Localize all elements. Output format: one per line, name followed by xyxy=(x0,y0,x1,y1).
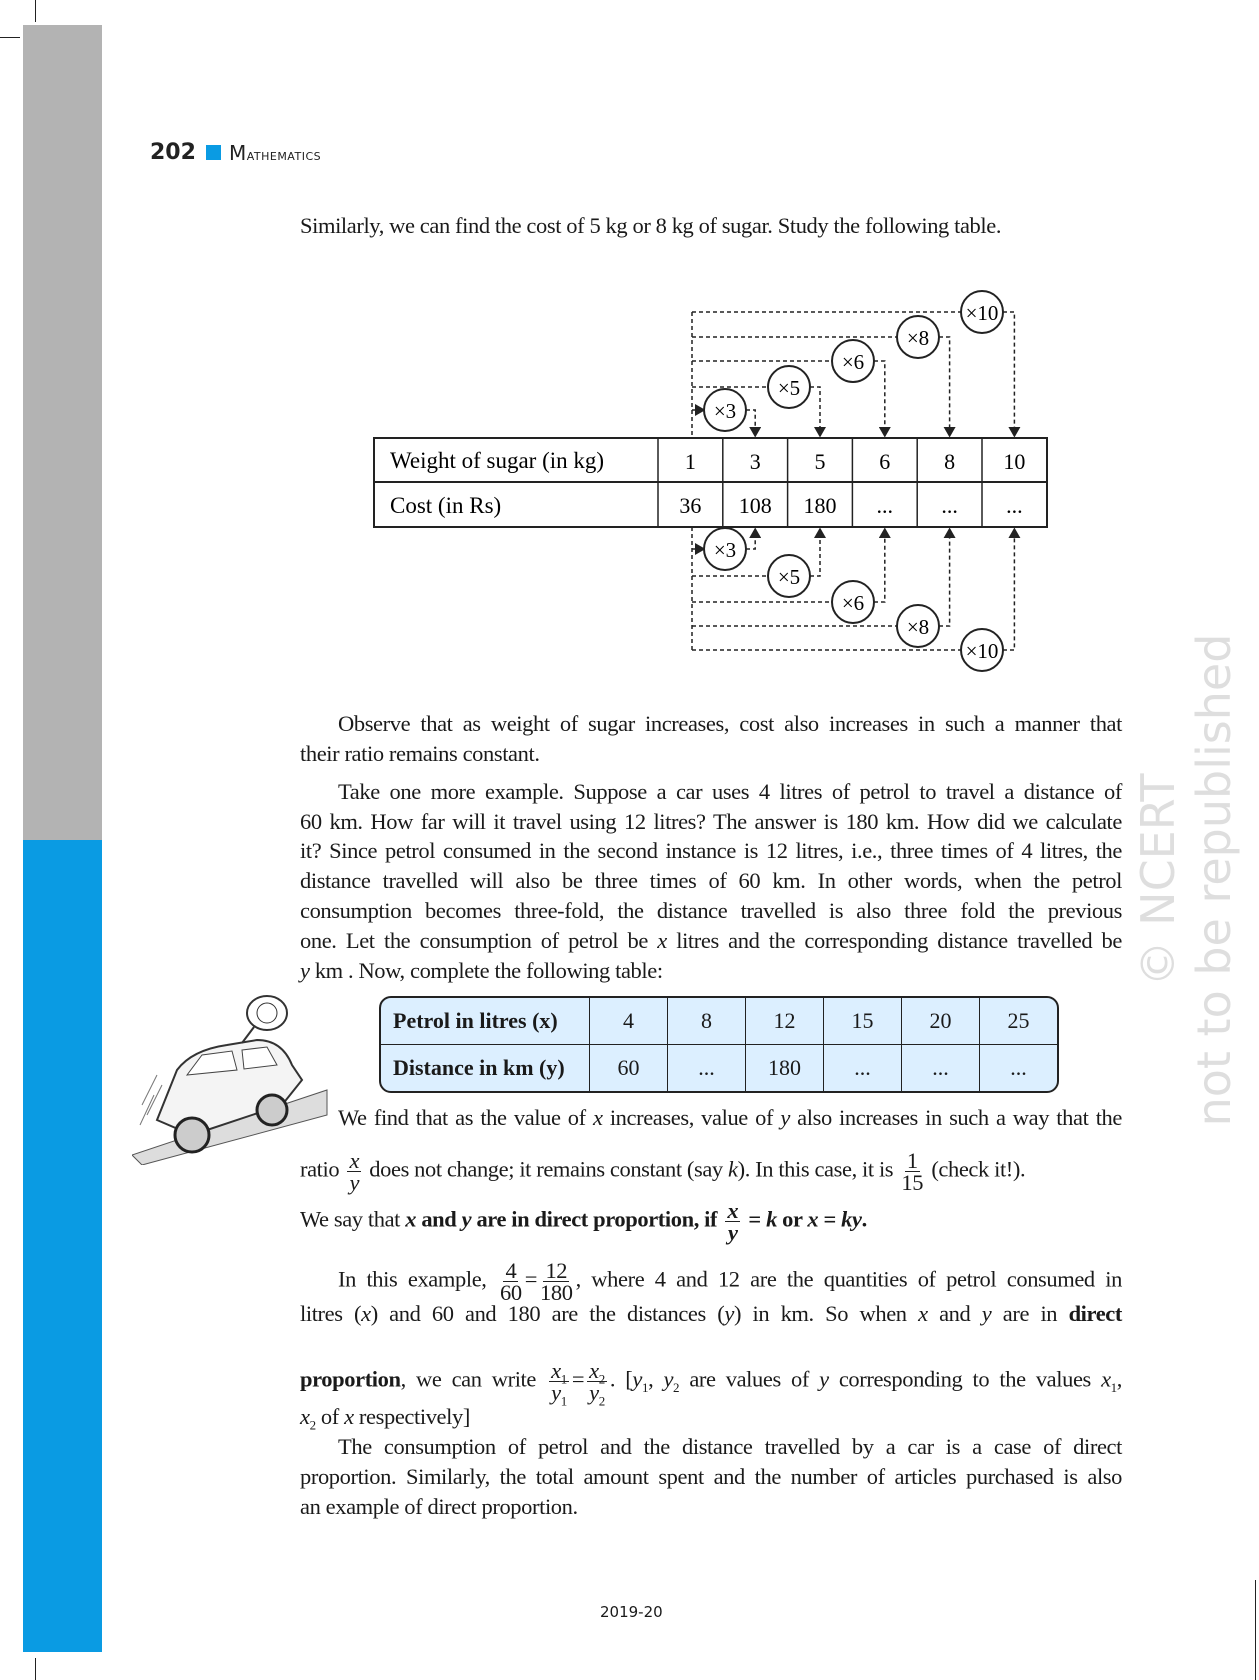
table-cell: 25 xyxy=(980,998,1057,1045)
text-run: y xyxy=(724,1301,734,1326)
text-run: (check it!). xyxy=(926,1156,1026,1182)
numerator xyxy=(725,1200,740,1222)
text-line xyxy=(338,1433,1122,1461)
subscript: 2 xyxy=(673,1380,680,1396)
text-line xyxy=(300,1150,1122,1193)
dashed-arrow xyxy=(746,410,755,436)
table-cell: ... xyxy=(824,1045,902,1091)
book-title: Mathematics xyxy=(228,140,322,165)
sugar-proportion-diagram xyxy=(0,0,1259,700)
dashed-arrow xyxy=(1003,312,1014,436)
fraction xyxy=(549,1358,569,1409)
weight-cell: 8 xyxy=(944,449,956,474)
denominator xyxy=(349,1172,359,1193)
text-line xyxy=(300,1300,1122,1328)
dashed-arrow xyxy=(939,529,950,626)
text-run: , xyxy=(1116,1366,1123,1392)
car-uphill-illustration xyxy=(132,995,332,1165)
weight-cell: 10 xyxy=(1003,449,1026,474)
text-run: y xyxy=(349,1170,360,1195)
text-run: x xyxy=(918,1301,928,1326)
text-run: y xyxy=(727,1220,738,1245)
subscript: 1 xyxy=(560,1393,567,1409)
text-run: Take one more example. Suppose a car uses 4 litres of petrol to travel a distance of xyxy=(338,779,1122,804)
multiplier-label-top: ×8 xyxy=(906,326,930,350)
multiplier-label-bottom: ×10 xyxy=(965,639,999,663)
subscript: 1 xyxy=(560,1371,567,1387)
cost-cell: 108 xyxy=(738,493,772,518)
row-label-distance: Distance in km (y) xyxy=(381,1045,590,1091)
text-line xyxy=(300,1403,1122,1431)
text-line xyxy=(300,808,1122,836)
fraction xyxy=(587,1358,607,1409)
text-line xyxy=(300,957,1122,985)
text-run: consumption becomes three-fold, the distance travelled is also three fold the previous xyxy=(300,898,1122,923)
text-line xyxy=(300,897,1122,925)
table-cell: 8 xyxy=(668,998,746,1045)
text-line xyxy=(300,1493,1122,1521)
denominator xyxy=(901,1172,923,1193)
text-run: x xyxy=(593,1105,603,1130)
text-run: their ratio remains constant. xyxy=(300,741,540,766)
cost-cell: ... xyxy=(1006,493,1023,518)
text-run: x xyxy=(657,928,667,953)
text-run: x xyxy=(807,1206,819,1232)
text-run: = xyxy=(571,1366,585,1392)
text-run: distance travelled will also be three times of 60 km. In other words, when the petrol xyxy=(300,868,1122,893)
text-run: x xyxy=(727,1198,739,1223)
text-run: increases, value of xyxy=(602,1105,781,1130)
watermark-line: not to be republished xyxy=(1187,633,1241,1127)
multiplier-label-top: ×3 xyxy=(713,399,737,423)
denominator xyxy=(589,1380,605,1409)
numerator xyxy=(905,1150,920,1172)
text-run: x xyxy=(405,1206,417,1232)
denominator xyxy=(551,1380,567,1409)
text-run: y xyxy=(551,1380,561,1405)
multiplier-label-top: ×5 xyxy=(777,376,801,400)
text-run: y xyxy=(300,958,310,983)
text-run: y xyxy=(981,1301,992,1326)
multiplier-label-bottom: ×6 xyxy=(841,591,865,615)
text-run: and xyxy=(416,1206,462,1232)
cost-cell: ... xyxy=(941,493,958,518)
text-run: are in direct proportion, if xyxy=(471,1206,723,1232)
text-run: 1 xyxy=(906,1148,918,1173)
dashed-arrow xyxy=(810,387,820,436)
text-line xyxy=(338,710,1122,738)
text-run: y xyxy=(819,1366,829,1392)
text-run: or xyxy=(776,1206,808,1232)
text-run: one. Let the consumption of petrol be xyxy=(300,928,658,953)
text-run: 60 km. How far will it travel using 12 litres? The answer is 180 km. How did we calculate xyxy=(300,809,1122,834)
dashed-arrow xyxy=(874,529,885,602)
text-run: 60 xyxy=(500,1280,522,1305)
text-line xyxy=(338,1260,1122,1303)
row-label-petrol: Petrol in litres (x) xyxy=(381,998,590,1045)
petrol-distance-table xyxy=(379,996,1059,1093)
text-line xyxy=(300,1358,1123,1409)
text-line xyxy=(300,867,1122,895)
text-line xyxy=(300,837,1122,865)
text-run: respectively] xyxy=(353,1404,470,1429)
numerator xyxy=(587,1358,607,1387)
text-run: corresponding to the values xyxy=(828,1366,1102,1392)
multiplier-label-bottom: ×5 xyxy=(777,565,801,589)
text-run: proportion xyxy=(300,1366,401,1392)
text-run: ) and 60 and 180 are the distances ( xyxy=(370,1301,725,1326)
text-run: , we can write xyxy=(400,1366,547,1392)
footer-year: 2019-20 xyxy=(600,1603,663,1621)
cost-cell: 36 xyxy=(679,493,702,518)
subscript: 2 xyxy=(598,1393,605,1409)
numerator xyxy=(543,1260,569,1282)
dashed-arrow xyxy=(1003,529,1014,650)
text-run: y xyxy=(461,1206,472,1232)
cost-cell: 180 xyxy=(803,493,837,518)
text-run: an example of direct proportion. xyxy=(300,1494,578,1519)
dashed-arrow xyxy=(810,529,820,576)
watermark-line: © NCERT xyxy=(1131,773,1185,987)
table-cell: 15 xyxy=(824,998,902,1045)
side-band-blue xyxy=(23,840,102,1652)
text-run: litres and the corresponding distance travelled be xyxy=(666,928,1122,953)
subscript: 2 xyxy=(309,1417,316,1433)
multiplier-label-bottom: ×8 xyxy=(906,615,930,639)
text-run: litres ( xyxy=(300,1301,362,1326)
text-run: 12 xyxy=(545,1258,568,1283)
text-run: x xyxy=(361,1301,371,1326)
table-cell: ... xyxy=(902,1045,980,1091)
table-cell: 60 xyxy=(590,1045,668,1091)
text-run: In this example, xyxy=(338,1266,498,1292)
text-run: We find that as the value of xyxy=(338,1105,593,1130)
text-run: . xyxy=(861,1206,867,1232)
multiplier-label-top: ×10 xyxy=(965,301,999,325)
dashed-arrow xyxy=(874,361,885,436)
subscript: 1 xyxy=(1110,1380,1117,1396)
text-run: ) in km. So when xyxy=(733,1301,919,1326)
text-run: x xyxy=(1101,1366,1111,1392)
text-run: x xyxy=(551,1358,561,1383)
text-line xyxy=(338,778,1122,806)
text-run: proportion. Similarly, the total amount spent and the number of articles purchased is also xyxy=(300,1464,1122,1489)
text-run: ). In this case, it is xyxy=(737,1156,899,1182)
text-run: = xyxy=(524,1266,538,1292)
table-cell: 12 xyxy=(746,998,824,1045)
text-run: . [ xyxy=(609,1366,633,1392)
text-run: Observe that as weight of sugar increases, cost also increases in such a manner that xyxy=(338,711,1122,736)
intro-text: Similarly, we can find the cost of 5 kg or 8 kg of sugar. Study the following table. xyxy=(300,213,1002,238)
text-run: k xyxy=(766,1206,777,1232)
dashed-arrow xyxy=(939,337,950,436)
weight-cell: 6 xyxy=(879,449,891,474)
text-run: 4 xyxy=(505,1258,517,1283)
text-run: of xyxy=(315,1404,345,1429)
multiplier-label-top: ×6 xyxy=(841,350,865,374)
cost-cell: ... xyxy=(876,493,894,518)
text-run: x xyxy=(344,1404,354,1429)
weight-cell: 1 xyxy=(684,449,696,474)
text-run: 180 xyxy=(540,1280,573,1305)
fraction xyxy=(725,1200,740,1243)
text-run: 15 xyxy=(901,1170,924,1195)
text-run: y xyxy=(589,1380,599,1405)
text-run: x xyxy=(300,1404,310,1429)
denominator xyxy=(728,1222,738,1243)
table-cell: ... xyxy=(1010,1055,1027,1080)
text-run: it? Since petrol consumed in the second instance is 12 litres, i.e., three times of 4 litres, the xyxy=(300,838,1122,863)
text-line xyxy=(300,740,1122,768)
text-run: , xyxy=(648,1366,664,1392)
row-label: Cost (in Rs) xyxy=(390,493,502,518)
text-run: y xyxy=(632,1366,642,1392)
text-run: direct xyxy=(1068,1301,1122,1326)
fraction xyxy=(901,1150,923,1193)
text-run: ratio xyxy=(300,1156,345,1182)
text-run: does not change; it remains constant (say xyxy=(364,1156,729,1182)
text-run: We say that xyxy=(300,1206,406,1232)
page-number: 202 xyxy=(150,140,196,165)
text-run: are in xyxy=(991,1301,1069,1326)
subscript: 2 xyxy=(598,1371,605,1387)
text-run: The consumption of petrol and the distance travelled by a car is a case of direct xyxy=(338,1434,1122,1459)
text-run: and xyxy=(927,1301,982,1326)
table-cell: 180 xyxy=(746,1045,824,1091)
text-run: y xyxy=(663,1366,674,1392)
fraction xyxy=(540,1260,573,1303)
table-row xyxy=(381,1045,1057,1091)
crop-mark xyxy=(35,1658,36,1680)
table-cell: 20 xyxy=(902,998,980,1045)
table-cell: 4 xyxy=(590,998,668,1045)
text-run: are values of xyxy=(679,1366,820,1392)
text-line xyxy=(300,1200,1122,1243)
text-run: , where 4 and 12 are the quantities of petrol consumed in xyxy=(575,1266,1122,1292)
text-line xyxy=(338,1104,1122,1132)
text-run: k xyxy=(728,1156,738,1182)
table-row xyxy=(381,998,1057,1045)
text-run: also increases in such a way that the xyxy=(789,1105,1122,1130)
text-run: = xyxy=(818,1206,842,1232)
subscript: 1 xyxy=(641,1380,649,1396)
numerator xyxy=(549,1358,569,1387)
row-label: Weight of sugar (in kg) xyxy=(390,448,605,473)
text-line xyxy=(300,927,1122,955)
numerator xyxy=(503,1260,518,1282)
text-run: ky xyxy=(841,1206,862,1232)
text-run: y xyxy=(780,1105,790,1130)
multiplier-label-bottom: ×3 xyxy=(713,538,737,562)
weight-cell: 5 xyxy=(814,449,826,474)
text-run: x xyxy=(349,1148,360,1173)
text-line xyxy=(300,1463,1122,1491)
text-run: x xyxy=(589,1358,599,1383)
numerator xyxy=(347,1150,361,1172)
fraction xyxy=(347,1150,361,1193)
table-cell: ... xyxy=(668,1045,746,1091)
fraction xyxy=(500,1260,522,1303)
text-run: = xyxy=(743,1206,767,1232)
dashed-arrow xyxy=(746,529,755,549)
weight-cell: 3 xyxy=(749,449,761,474)
text-run: km . Now, complete the following table: xyxy=(309,958,663,983)
crop-mark xyxy=(1255,1580,1256,1680)
